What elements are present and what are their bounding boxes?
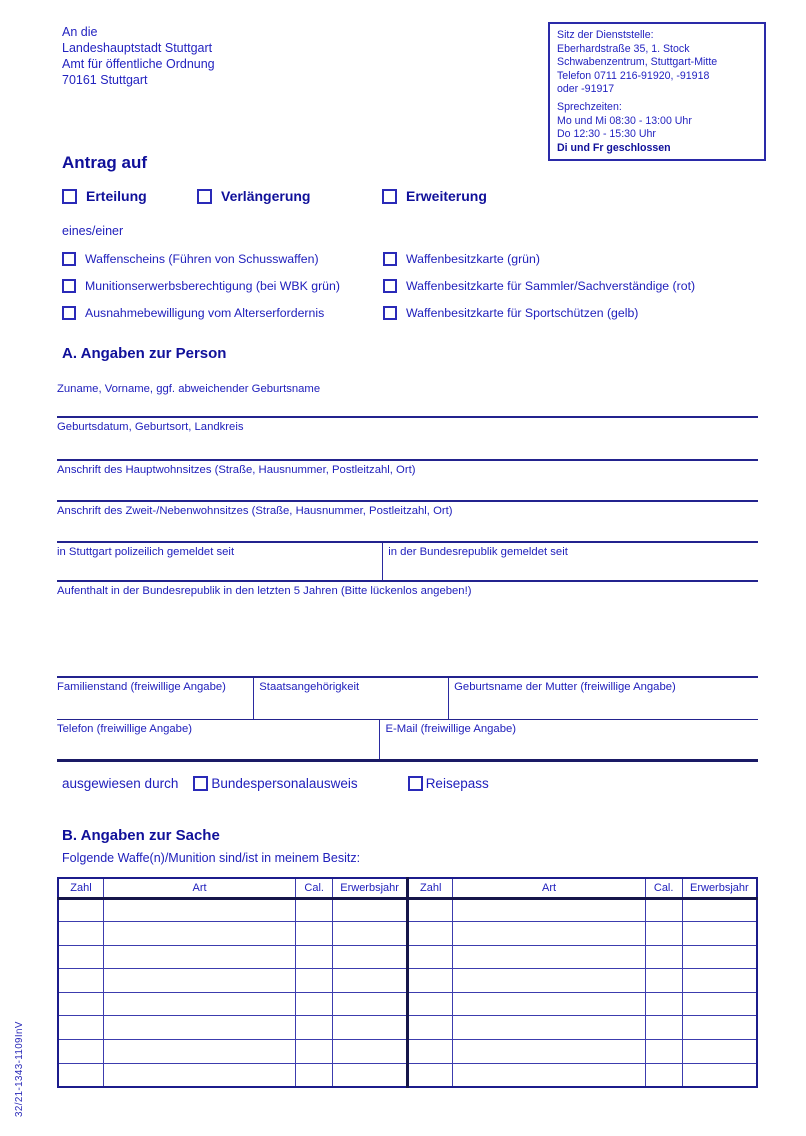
contact-row — [57, 720, 758, 762]
erteilung-label: Erteilung — [86, 188, 147, 204]
verlaengerung-label: Verlängerung — [221, 188, 311, 204]
table-cell[interactable] — [453, 1016, 645, 1040]
office-hours-title: Sprechzeiten: — [557, 100, 622, 113]
field-birth[interactable] — [57, 418, 758, 461]
recipient-line: An die — [62, 25, 98, 39]
table-cell[interactable] — [645, 945, 682, 969]
office-hours: Mo und Mi 08:30 - 13:00 Uhr — [557, 114, 692, 127]
waffenschein-checkbox[interactable] — [62, 252, 76, 266]
table-cell[interactable] — [645, 922, 682, 946]
table-cell[interactable] — [58, 898, 103, 922]
table-cell[interactable] — [645, 1016, 682, 1040]
table-cell[interactable] — [58, 1016, 103, 1040]
residence-history-label: Aufenthalt in der Bundesrepublik in den letzten 5 Jahren (Bitte lückenlos angeben!) — [57, 585, 472, 597]
mother-birth-name-label: Geburtsname der Mutter (freiwillige Angabe) — [454, 681, 676, 693]
table-cell[interactable] — [103, 969, 295, 993]
type-erweiterung[interactable] — [382, 188, 487, 204]
field-marital-status[interactable] — [57, 678, 253, 719]
table-row — [58, 945, 757, 969]
field-mother-birth-name[interactable] — [448, 678, 758, 719]
table-cell[interactable] — [453, 922, 645, 946]
office-hours-closed: Di und Fr geschlossen — [557, 141, 671, 154]
table-cell[interactable] — [58, 922, 103, 946]
of-label: eines/einer — [62, 224, 124, 238]
ausnahmebewilligung-label: Ausnahmebewilligung vom Alterserfordernis — [85, 306, 325, 320]
office-title: Sitz der Dienststelle: — [557, 29, 654, 41]
type-erteilung[interactable] — [62, 188, 147, 204]
munitionserwerb-checkbox[interactable] — [62, 279, 76, 293]
table-cell[interactable] — [333, 922, 408, 946]
registered-stuttgart-label: in Stuttgart polizeilich gemeldet seit — [57, 546, 235, 558]
registration-row — [57, 543, 758, 582]
wbk-rot-checkbox[interactable] — [383, 279, 397, 293]
erweiterung-checkbox[interactable] — [382, 189, 397, 204]
table-cell[interactable] — [103, 1063, 295, 1087]
header-cal: Cal. — [645, 878, 682, 898]
identification-row — [62, 776, 489, 791]
marital-status-label: Familienstand (freiwillige Angabe) — [57, 681, 226, 693]
bundespersonalausweis-checkbox[interactable] — [193, 776, 208, 791]
table-cell[interactable] — [453, 992, 645, 1016]
field-second-residence[interactable] — [57, 502, 758, 543]
table-cell[interactable] — [645, 898, 682, 922]
section-b-title: B. Angaben zur Sache — [62, 827, 220, 844]
table-cell[interactable] — [682, 969, 757, 993]
option-ausnahmebewilligung[interactable] — [62, 304, 324, 322]
munitionserwerb-label: Munitionserwerbsberechtigung (bei WBK grün) — [85, 279, 340, 293]
erweiterung-label: Erweiterung — [406, 188, 487, 204]
header-zahl: Zahl — [407, 878, 452, 898]
table-cell[interactable] — [407, 945, 452, 969]
table-cell[interactable] — [58, 1063, 103, 1087]
table-cell[interactable] — [103, 992, 295, 1016]
table-row — [58, 898, 757, 922]
table-row — [58, 1063, 757, 1087]
table-cell[interactable] — [645, 1040, 682, 1064]
table-cell[interactable] — [333, 969, 408, 993]
header-cal: Cal. — [296, 878, 333, 898]
field-registered-germany[interactable] — [382, 543, 758, 580]
field-email[interactable] — [379, 720, 758, 759]
table-cell[interactable] — [58, 992, 103, 1016]
field-main-residence-label: Anschrift des Hauptwohnsitzes (Straße, Hausnummer, Postleitzahl, Ort) — [57, 464, 416, 476]
verlaengerung-checkbox[interactable] — [197, 189, 212, 204]
table-cell[interactable] — [296, 898, 333, 922]
table-cell[interactable] — [682, 1040, 757, 1064]
recipient-line: Amt für öffentliche Ordnung — [62, 57, 215, 71]
recipient-address — [62, 24, 215, 88]
table-cell[interactable] — [682, 922, 757, 946]
table-cell[interactable] — [333, 1016, 408, 1040]
table-cell[interactable] — [407, 1063, 452, 1087]
table-cell[interactable] — [682, 1016, 757, 1040]
possession-intro: Folgende Waffe(n)/Munition sind/ist in meinem Besitz: — [62, 851, 361, 865]
table-cell[interactable] — [453, 969, 645, 993]
table-cell[interactable] — [296, 969, 333, 993]
phone-label: Telefon (freiwillige Angabe) — [57, 723, 193, 735]
option-wbk-gruen[interactable] — [383, 250, 540, 268]
option-waffenschein[interactable] — [62, 250, 319, 268]
email-label: E-Mail (freiwillige Angabe) — [385, 723, 517, 735]
table-cell[interactable] — [333, 898, 408, 922]
table-cell[interactable] — [296, 945, 333, 969]
header-art: Art — [453, 878, 645, 898]
table-row — [58, 1040, 757, 1064]
header-erwerbsjahr: Erwerbsjahr — [682, 878, 757, 898]
field-registered-stuttgart[interactable] — [57, 543, 382, 580]
table-cell[interactable] — [296, 1040, 333, 1064]
bundespersonalausweis-label: Bundespersonalausweis — [211, 776, 358, 791]
option-munitionserwerb[interactable] — [62, 277, 340, 295]
table-cell[interactable] — [645, 992, 682, 1016]
office-phone: Telefon 0711 216-91920, -91918 — [557, 69, 710, 82]
status-row — [57, 678, 758, 720]
table-cell[interactable] — [407, 1016, 452, 1040]
header-erwerbsjahr: Erwerbsjahr — [333, 878, 408, 898]
table-cell[interactable] — [296, 992, 333, 1016]
person-fields — [57, 380, 758, 762]
field-residence-history[interactable] — [57, 582, 758, 678]
form-title: Antrag auf — [62, 153, 147, 172]
field-nationality[interactable] — [253, 678, 448, 719]
table-cell[interactable] — [453, 945, 645, 969]
table-cell[interactable] — [645, 1063, 682, 1087]
ausnahmebewilligung-checkbox[interactable] — [62, 306, 76, 320]
table-cell[interactable] — [58, 1040, 103, 1064]
table-cell[interactable] — [453, 1040, 645, 1064]
weapons-table — [57, 877, 758, 1088]
wbk-gruen-checkbox[interactable] — [383, 252, 397, 266]
table-cell[interactable] — [682, 1063, 757, 1087]
nationality-label: Staatsangehörigkeit — [259, 681, 360, 693]
table-cell[interactable] — [453, 1063, 645, 1087]
table-cell[interactable] — [333, 1040, 408, 1064]
table-row — [58, 922, 757, 946]
table-row — [58, 992, 757, 1016]
table-cell[interactable] — [103, 1040, 295, 1064]
form-number: 32/21-1343-1109InV — [14, 1021, 25, 1117]
id-label: ausgewiesen durch — [62, 776, 179, 791]
section-a-title: A. Angaben zur Person — [62, 345, 227, 362]
field-phone[interactable] — [57, 720, 379, 759]
table-header-row — [58, 878, 757, 898]
recipient-line: Landeshauptstadt Stuttgart — [62, 41, 213, 55]
header-zahl: Zahl — [58, 878, 103, 898]
erteilung-checkbox[interactable] — [62, 189, 77, 204]
table-cell[interactable] — [407, 898, 452, 922]
reisepass-checkbox[interactable] — [408, 776, 423, 791]
table-cell[interactable] — [296, 922, 333, 946]
recipient-line: 70161 Stuttgart — [62, 73, 148, 87]
table-row — [58, 969, 757, 993]
header-art: Art — [103, 878, 295, 898]
table-cell[interactable] — [407, 922, 452, 946]
table-cell[interactable] — [103, 898, 295, 922]
table-cell[interactable] — [407, 969, 452, 993]
table-cell[interactable] — [333, 1063, 408, 1087]
registered-germany-label: in der Bundesrepublik gemeldet seit — [388, 546, 568, 558]
wbk-rot-label: Waffenbesitzkarte für Sammler/Sachverständige (rot) — [406, 279, 696, 293]
reisepass-label: Reisepass — [425, 776, 489, 791]
table-cell[interactable] — [682, 945, 757, 969]
office-address: Eberhardstraße 35, 1. Stock — [557, 42, 690, 55]
wbk-gelb-label: Waffenbesitzkarte für Sportschützen (gelb) — [406, 306, 639, 320]
option-wbk-gelb[interactable] — [383, 304, 638, 322]
table-cell[interactable] — [333, 945, 408, 969]
table-cell[interactable] — [682, 992, 757, 1016]
table-cell[interactable] — [103, 1016, 295, 1040]
field-name[interactable] — [57, 380, 758, 418]
waffenschein-label: Waffenscheins (Führen von Schusswaffen) — [85, 252, 319, 266]
table-cell[interactable] — [407, 992, 452, 1016]
table-cell[interactable] — [682, 898, 757, 922]
field-birth-label: Geburtsdatum, Geburtsort, Landkreis — [57, 421, 244, 433]
table-cell[interactable] — [645, 969, 682, 993]
table-cell[interactable] — [453, 898, 645, 922]
field-main-residence[interactable] — [57, 461, 758, 502]
wbk-gelb-checkbox[interactable] — [383, 306, 397, 320]
office-info-box — [548, 22, 766, 161]
type-verlaengerung[interactable] — [197, 188, 310, 204]
table-cell[interactable] — [296, 1016, 333, 1040]
table-row — [58, 1016, 757, 1040]
table-cell[interactable] — [58, 969, 103, 993]
table-cell[interactable] — [103, 922, 295, 946]
office-phone: oder -91917 — [557, 83, 615, 96]
weapons-table-body — [58, 898, 757, 1087]
office-hours: Do 12:30 - 15:30 Uhr — [557, 128, 656, 141]
option-wbk-rot[interactable] — [383, 277, 695, 295]
table-cell[interactable] — [296, 1063, 333, 1087]
table-cell[interactable] — [103, 945, 295, 969]
table-cell[interactable] — [333, 992, 408, 1016]
table-cell[interactable] — [407, 1040, 452, 1064]
field-second-residence-label: Anschrift des Zweit-/Nebenwohnsitzes (Straße, Hausnummer, Postleitzahl, Ort) — [57, 505, 453, 517]
table-cell[interactable] — [58, 945, 103, 969]
office-address: Schwabenzentrum, Stuttgart-Mitte — [557, 56, 718, 69]
field-name-label: Zuname, Vorname, ggf. abweichender Geburtsname — [57, 383, 321, 395]
wbk-gruen-label: Waffenbesitzkarte (grün) — [406, 252, 540, 266]
